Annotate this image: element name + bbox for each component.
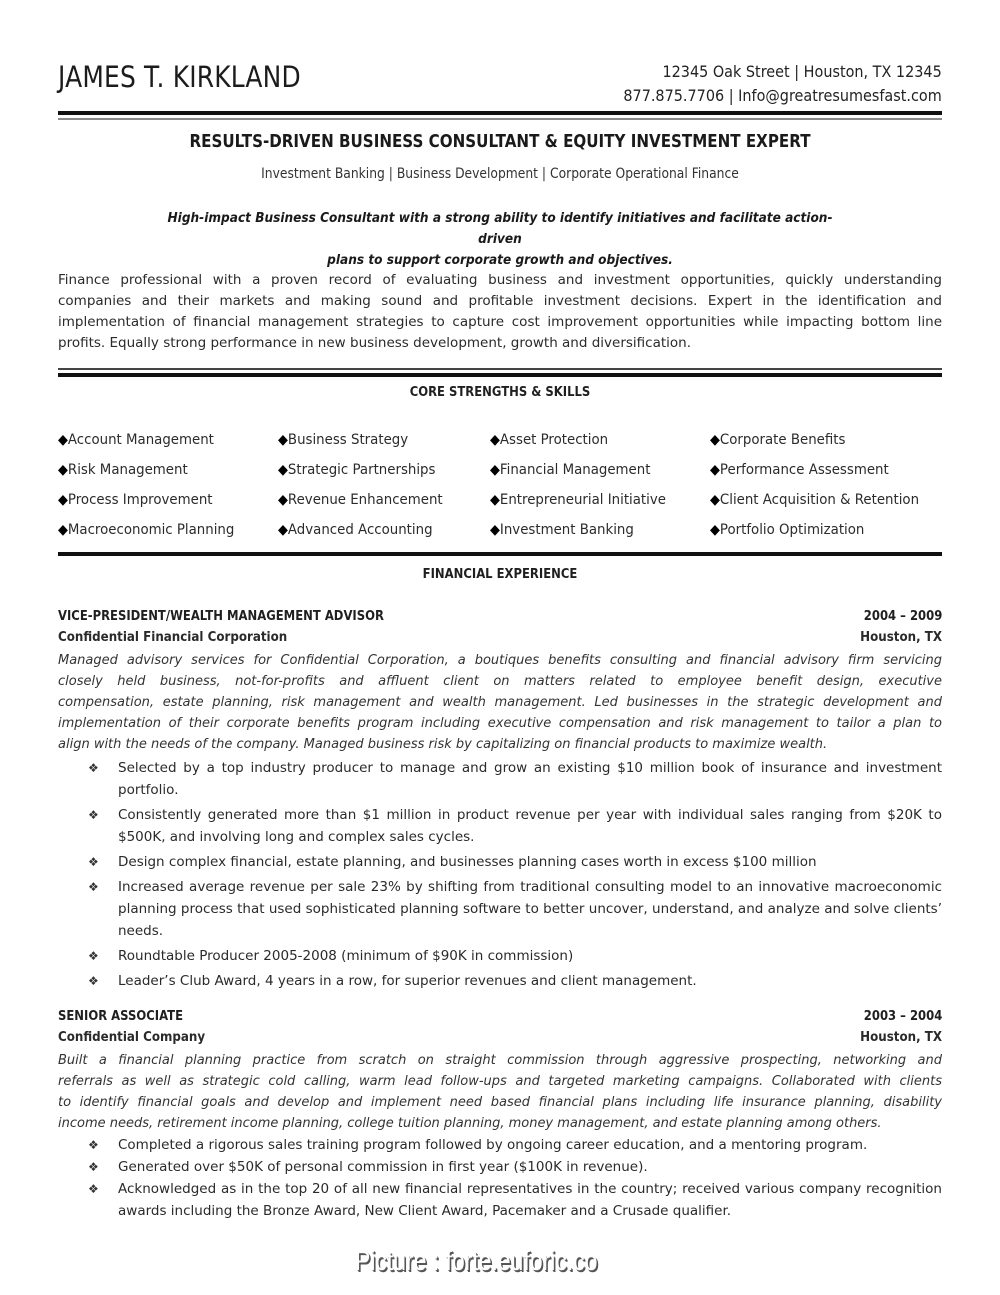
header-rule-thin bbox=[58, 118, 942, 120]
contact-block bbox=[624, 60, 942, 108]
skill-item: ◆Portfolio Optimization bbox=[710, 522, 865, 538]
job-description-line: implementation of their corporate benefits program including executive compensation and risk management to tailor a plan to bbox=[58, 716, 942, 731]
experience-rule bbox=[58, 552, 942, 556]
skill-item: ◆Strategic Partnerships bbox=[278, 462, 436, 478]
tagline-line-1: High-impact Business Consultant with a strong ability to identify initiatives and facilitate action-driven bbox=[167, 210, 833, 247]
achievement-item: ❖ Increased average revenue per sale 23% by shifting from traditional consulting model to an innovative macroeconomic planning process that used sophisticated planning software to better uncover, understand, and analyze and solve clients’ needs. bbox=[88, 876, 942, 942]
skill-item: ◆Advanced Accounting bbox=[278, 522, 433, 538]
summary-line: Finance professional with a proven record of evaluating business and investment opportunities, quickly understanding bbox=[58, 272, 942, 288]
diamond-bullet-icon: ◆ bbox=[710, 492, 720, 508]
image-source-watermark: Picture : forte.euforic.co bbox=[355, 1245, 598, 1276]
four-diamond-bullet-icon: ❖ bbox=[88, 949, 99, 963]
specialties-line: Investment Banking | Business Development | Corporate Operational Finance bbox=[261, 166, 739, 182]
summary-line: profits. Equally strong performance in new business development, growth and diversification. bbox=[58, 335, 692, 351]
diamond-bullet-icon: ◆ bbox=[710, 432, 720, 448]
diamond-bullet-icon: ◆ bbox=[490, 522, 500, 538]
achievement-item: ❖ Roundtable Producer 2005-2008 (minimum of $90K in commission) bbox=[88, 945, 942, 967]
job-description-line: income needs, retirement income planning, college tuition planning, money management, and estate planning among others. bbox=[58, 1116, 882, 1131]
summary-line: companies and their markets and making sound and profitable investment decisions. Expert in the identification and bbox=[58, 293, 942, 309]
skill-item: ◆Process Improvement bbox=[58, 492, 213, 508]
four-diamond-bullet-icon: ❖ bbox=[88, 855, 99, 869]
skills-rule-thick bbox=[58, 373, 942, 377]
four-diamond-bullet-icon: ❖ bbox=[88, 1138, 99, 1152]
job-description bbox=[58, 1050, 942, 1134]
achievement-item: ❖ Leader’s Club Award, 4 years in a row, for superior revenues and client management. bbox=[88, 970, 942, 992]
job-description-line: align with the needs of the company. Managed business risk by capitalizing on financial products to maximize wealth. bbox=[58, 737, 828, 752]
job-dates: 2004 – 2009 bbox=[863, 608, 942, 624]
job-description-line: closely held business, not-for-profits and affluent client on matters related to employee benefit design, executive bbox=[58, 674, 942, 689]
summary-paragraph bbox=[58, 270, 942, 354]
job-achievements-list bbox=[88, 757, 942, 995]
diamond-bullet-icon: ◆ bbox=[490, 492, 500, 508]
four-diamond-bullet-icon: ❖ bbox=[88, 1160, 99, 1174]
diamond-bullet-icon: ◆ bbox=[278, 462, 288, 478]
skills-section-title: CORE STRENGTHS & SKILLS bbox=[409, 384, 591, 400]
diamond-bullet-icon: ◆ bbox=[710, 462, 720, 478]
diamond-bullet-icon: ◆ bbox=[58, 462, 68, 478]
job-location: Houston, TX bbox=[860, 1029, 942, 1045]
diamond-bullet-icon: ◆ bbox=[278, 492, 288, 508]
phone-email-line: 877.875.7706 | Info@greatresumesfast.com bbox=[623, 86, 942, 105]
skill-item: ◆Financial Management bbox=[490, 462, 651, 478]
job-description-line: compensation, estate planning, risk management and wealth management. Led businesses in the strategic development and bbox=[58, 695, 942, 710]
skill-item: ◆Corporate Benefits bbox=[710, 432, 846, 448]
address-line: 12345 Oak Street | Houston, TX 12345 bbox=[662, 62, 942, 81]
skill-item: ◆Risk Management bbox=[58, 462, 188, 478]
achievement-item: ❖ Selected by a top industry producer to manage and grow an existing $10 million book of insurance and investment portfolio. bbox=[88, 757, 942, 801]
summary-line: implementation of financial management strategies to capture cost improvement opportunities while impacting bottom line bbox=[58, 314, 942, 330]
achievement-item: ❖ Design complex financial, estate planning, and businesses planning cases worth in excess $100 million bbox=[88, 851, 942, 873]
skills-rule-thin bbox=[58, 368, 942, 370]
skill-item: ◆Account Management bbox=[58, 432, 214, 448]
job-description bbox=[58, 650, 942, 755]
achievement-item: ❖ Generated over $50K of personal commission in first year ($100K in revenue). bbox=[88, 1156, 942, 1178]
skill-item: ◆Asset Protection bbox=[490, 432, 609, 448]
four-diamond-bullet-icon: ❖ bbox=[88, 880, 99, 894]
job-description-line: Built a financial planning practice from scratch on straight commission through aggressive prospecting, networking and bbox=[58, 1053, 942, 1068]
job-location: Houston, TX bbox=[860, 629, 942, 645]
tagline-line-2: plans to support corporate growth and objectives. bbox=[327, 252, 673, 268]
tagline bbox=[156, 208, 844, 271]
job-description-line: to identify financial goals and develop and implement need based financial plans including life insurance planning, disability bbox=[58, 1095, 942, 1110]
diamond-bullet-icon: ◆ bbox=[58, 432, 68, 448]
achievement-item: ❖ Acknowledged as in the top 20 of all new financial representatives in the country; received various company recognition awards including the Bronze Award, New Client Award, Pacemaker and a Crusade qualifier. bbox=[88, 1178, 942, 1222]
skill-item: ◆Entrepreneurial Initiative bbox=[490, 492, 666, 508]
skill-item: ◆Macroeconomic Planning bbox=[58, 522, 235, 538]
diamond-bullet-icon: ◆ bbox=[490, 462, 500, 478]
job-achievements-list bbox=[88, 1134, 942, 1222]
four-diamond-bullet-icon: ❖ bbox=[88, 761, 99, 775]
experience-section-title: FINANCIAL EXPERIENCE bbox=[422, 566, 578, 582]
diamond-bullet-icon: ◆ bbox=[278, 432, 288, 448]
diamond-bullet-icon: ◆ bbox=[490, 432, 500, 448]
job-description-line: referrals as well as strategic cold calling, warm lead follow-ups and targeted marketing campaigns. Collaborated with clients bbox=[58, 1074, 942, 1089]
skill-item: ◆Client Acquisition & Retention bbox=[710, 492, 920, 508]
professional-headline: RESULTS-DRIVEN BUSINESS CONSULTANT & EQUITY INVESTMENT EXPERT bbox=[189, 131, 811, 152]
diamond-bullet-icon: ◆ bbox=[58, 522, 68, 538]
achievement-item: ❖ Consistently generated more than $1 million in product revenue per year with individual sales ranging from $20K to $500K, and involving long and complex sales cycles. bbox=[88, 804, 942, 848]
job-title: VICE-PRESIDENT/WEALTH MANAGEMENT ADVISOR bbox=[58, 608, 384, 624]
job-title: SENIOR ASSOCIATE bbox=[58, 1008, 184, 1024]
skill-item: ◆Business Strategy bbox=[278, 432, 409, 448]
achievement-item: ❖ Completed a rigorous sales training program followed by ongoing career education, and a mentoring program. bbox=[88, 1134, 942, 1156]
job-description-line: Managed advisory services for Confidential Corporation, a boutiques benefits consulting and financial advisory firm servicing bbox=[58, 653, 942, 668]
skill-item: ◆Investment Banking bbox=[490, 522, 634, 538]
four-diamond-bullet-icon: ❖ bbox=[88, 974, 99, 988]
diamond-bullet-icon: ◆ bbox=[710, 522, 720, 538]
four-diamond-bullet-icon: ❖ bbox=[88, 808, 99, 822]
diamond-bullet-icon: ◆ bbox=[278, 522, 288, 538]
diamond-bullet-icon: ◆ bbox=[58, 492, 68, 508]
skill-item: ◆Performance Assessment bbox=[710, 462, 889, 478]
four-diamond-bullet-icon: ❖ bbox=[88, 1182, 99, 1196]
candidate-name: JAMES T. KIRKLAND bbox=[58, 60, 301, 94]
job-dates: 2003 – 2004 bbox=[863, 1008, 942, 1024]
job-company: Confidential Company bbox=[58, 1029, 206, 1045]
job-company: Confidential Financial Corporation bbox=[58, 629, 288, 645]
header-rule-thick bbox=[58, 111, 942, 115]
skills-grid bbox=[58, 430, 942, 540]
skill-item: ◆Revenue Enhancement bbox=[278, 492, 443, 508]
